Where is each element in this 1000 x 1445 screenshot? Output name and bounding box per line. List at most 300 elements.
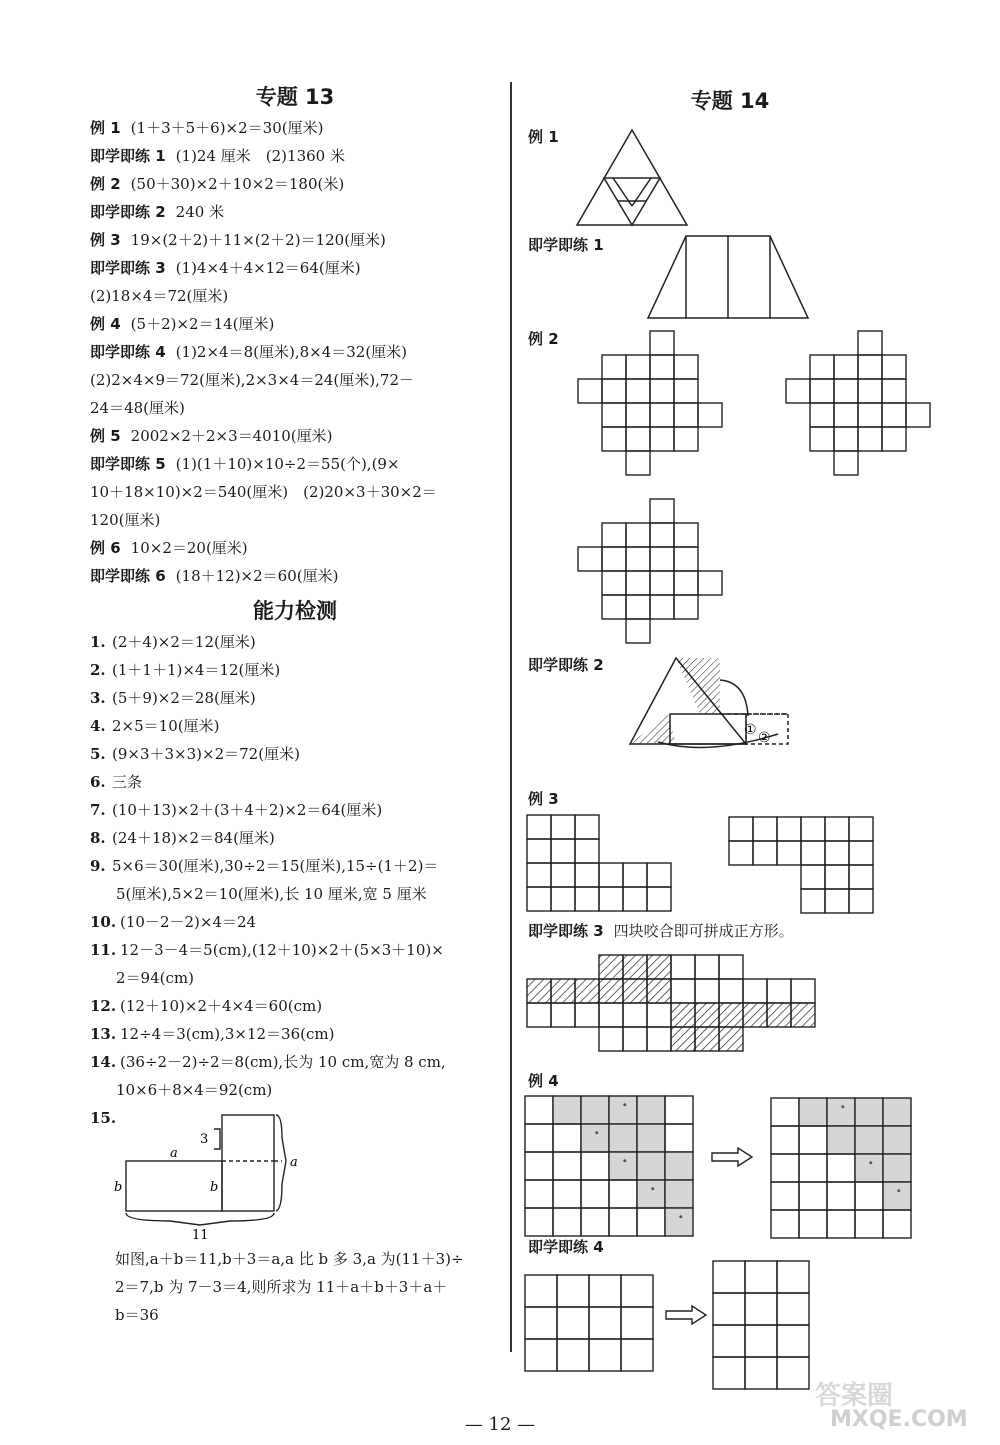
circle-one: ① (744, 722, 757, 738)
grid-cell (810, 427, 834, 451)
ability-test-title: 能力检测 (253, 599, 337, 623)
grid-cell (855, 1210, 883, 1238)
ex3-figure-b (728, 816, 876, 914)
example-tag: 例 4 (90, 315, 121, 333)
grid-cell (626, 595, 650, 619)
grid-cell (609, 1180, 637, 1208)
grid-cell (575, 1003, 599, 1027)
grid-cell (883, 1126, 911, 1154)
answer-line (90, 768, 500, 796)
grid-cell (753, 841, 777, 865)
answer-text: 12－3－4＝5(cm),(12＋10)×2＋(5×3＋10)× (120, 941, 444, 959)
grid-cell (626, 355, 650, 379)
answer-line (90, 740, 500, 768)
grid-cell (767, 979, 791, 1003)
answer-number: 8. (90, 829, 106, 847)
grid-cell (827, 1098, 855, 1126)
grid-cell (623, 1003, 647, 1027)
ex3-figure-a (526, 814, 672, 912)
grid-cell (801, 865, 825, 889)
answer-list (90, 628, 500, 1132)
answer-number: 14. (90, 1053, 117, 1071)
grid-cell (883, 1210, 911, 1238)
watermark-logo: 答案圈 (815, 1381, 894, 1411)
arrow-icon (710, 1146, 754, 1168)
grid-cell (621, 1275, 653, 1307)
grid-cell (650, 403, 674, 427)
answer-line (90, 824, 500, 852)
grid-cell (671, 1003, 695, 1027)
answer-number: 12. (90, 997, 117, 1015)
grid-cell (650, 331, 674, 355)
grid-cell (581, 1152, 609, 1180)
grid-cell (834, 451, 858, 475)
grid-cell (810, 403, 834, 427)
grid-cell (581, 1180, 609, 1208)
grid-cell (674, 355, 698, 379)
q15-figure (110, 1105, 310, 1245)
answer-number: 4. (90, 717, 106, 735)
example-list (90, 114, 500, 590)
grid-cell (599, 1027, 623, 1051)
page-number: — 12 — (464, 1414, 536, 1435)
grid-cell (525, 1124, 553, 1152)
grid-cell (609, 1152, 637, 1180)
answer-text: (9×3＋3×3)×2＝72(厘米) (112, 745, 300, 763)
answer-line (90, 908, 500, 936)
grid-cell (637, 1208, 665, 1236)
example-tag: 例 3 (90, 231, 121, 249)
example-text: (2)2×4×9＝72(厘米),2×3×4＝24(厘米),72－ (90, 371, 414, 389)
grid-cell (825, 865, 849, 889)
grid-cell (557, 1339, 589, 1371)
answer-number: 15. (90, 1109, 117, 1127)
grid-cell (599, 887, 623, 911)
q15-explanation (115, 1245, 505, 1329)
grid-cell (849, 865, 873, 889)
label-prac1: 即学即练 1 (528, 236, 604, 254)
grid-cell (626, 403, 650, 427)
answer-text: 2×5＝10(厘米) (112, 717, 220, 735)
grid-cell (834, 427, 858, 451)
grid-cell (557, 1307, 589, 1339)
example-text: (5＋2)×2＝14(厘米) (130, 315, 275, 333)
example-text: (1＋3＋5＋6)×2＝30(厘米) (130, 119, 324, 137)
grid-cell (743, 979, 767, 1003)
grid-cell (527, 815, 551, 839)
grid-cell (834, 379, 858, 403)
grid-cell (665, 1124, 693, 1152)
answer-line (90, 1020, 500, 1048)
example-text: 19×(2＋2)＋11×(2＋2)＝120(厘米) (130, 231, 386, 249)
prac3-figure (526, 954, 818, 1054)
answer-line (90, 712, 500, 740)
grid-cell (674, 523, 698, 547)
grid-cell (602, 523, 626, 547)
grid-cell (713, 1261, 745, 1293)
answer-line (90, 852, 500, 880)
grid-cell (581, 1124, 609, 1152)
grid-cell (698, 403, 722, 427)
example-tag: 例 1 (90, 119, 121, 137)
example-text: (18＋12)×2＝60(厘米) (175, 567, 339, 585)
grid-cell (525, 1339, 557, 1371)
grid-cell (609, 1096, 637, 1124)
grid-cell (882, 379, 906, 403)
label-a-right: a (290, 1155, 298, 1170)
grid-cell (551, 1003, 575, 1027)
grid-cell (882, 355, 906, 379)
grid-cell (551, 839, 575, 863)
answer-text: 三条 (112, 773, 143, 791)
label-b-mid: b (210, 1180, 219, 1195)
example-line (90, 114, 500, 142)
grid-cell (575, 887, 599, 911)
label-ex4: 例 4 (528, 1072, 559, 1090)
section-title-14: 专题 14 (690, 89, 770, 113)
grid-cell (623, 887, 647, 911)
label-ex2: 例 2 (528, 330, 559, 348)
answer-number: 11. (90, 941, 117, 959)
grid-cell (695, 1027, 719, 1051)
prac3-text: 四块咬合即可拼成正方形。 (613, 922, 794, 940)
ex2-figure-c (577, 498, 727, 644)
grid-cell (527, 1003, 551, 1027)
grid-cell (799, 1126, 827, 1154)
grid-cell (525, 1307, 557, 1339)
answer-number: 2. (90, 661, 106, 679)
label-a-top: a (170, 1146, 178, 1161)
grid-cell (525, 1275, 557, 1307)
example-text: (1)4×4＋4×12＝64(厘米) (175, 259, 361, 277)
grid-cell (674, 595, 698, 619)
grid-cell (674, 379, 698, 403)
example-line (90, 254, 500, 282)
answer-text: 5(厘米),5×2＝10(厘米),长 10 厘米,宽 5 厘米 (116, 885, 427, 903)
grid-cell (589, 1275, 621, 1307)
grid-cell (551, 887, 575, 911)
grid-cell (647, 979, 671, 1003)
grid-cell (810, 379, 834, 403)
grid-cell (855, 1182, 883, 1210)
grid-cell (650, 571, 674, 595)
grid-cell (745, 1357, 777, 1389)
grid-cell (777, 1357, 809, 1389)
grid-cell (698, 571, 722, 595)
grid-cell (553, 1124, 581, 1152)
grid-cell (623, 955, 647, 979)
example-line (90, 422, 500, 450)
answer-number: 9. (90, 857, 106, 875)
answer-text: (2＋4)×2＝12(厘米) (112, 633, 256, 651)
grid-cell (695, 1003, 719, 1027)
ex1-triangle (575, 128, 690, 228)
left-column (90, 80, 500, 1132)
example-line (90, 282, 500, 310)
answer-text: 12÷4＝3(cm),3×12＝36(cm) (120, 1025, 335, 1043)
grid-cell (578, 547, 602, 571)
grid-cell (671, 955, 695, 979)
grid-cell (551, 815, 575, 839)
label-prac2: 即学即练 2 (528, 656, 604, 674)
grid-cell (626, 523, 650, 547)
grid-cell (602, 379, 626, 403)
grid-cell (834, 403, 858, 427)
grid-cell (825, 889, 849, 913)
grid-cell (647, 863, 671, 887)
grid-dot (869, 1161, 872, 1164)
grid-cell (849, 889, 873, 913)
grid-cell (753, 817, 777, 841)
grid-cell (599, 955, 623, 979)
grid-cell (589, 1339, 621, 1371)
grid-cell (777, 1261, 809, 1293)
example-line (90, 478, 500, 506)
grid-cell (609, 1124, 637, 1152)
grid-cell (801, 841, 825, 865)
grid-cell (801, 889, 825, 913)
answer-text: (5＋9)×2＝28(厘米) (112, 689, 256, 707)
example-line (90, 226, 500, 254)
grid-dot (841, 1105, 844, 1108)
grid-cell (729, 841, 753, 865)
grid-cell (589, 1307, 621, 1339)
grid-cell (906, 403, 930, 427)
grid-cell (599, 979, 623, 1003)
q15-line: 如图,a＋b＝11,b＋3＝a,a 比 b 多 3,a 为(11＋3)÷ (115, 1250, 464, 1268)
answer-text: 2＝94(cm) (116, 969, 194, 987)
answer-line (90, 880, 500, 908)
answer-number: 6. (90, 773, 106, 791)
grid-cell (650, 355, 674, 379)
answer-line (90, 1076, 500, 1104)
grid-dot (623, 1103, 626, 1106)
grid-cell (599, 1003, 623, 1027)
grid-cell (626, 427, 650, 451)
example-text: (1)(1＋10)×10÷2＝55(个),(9× (175, 455, 400, 473)
grid-cell (799, 1210, 827, 1238)
answer-number: 3. (90, 689, 106, 707)
grid-dot (679, 1215, 682, 1218)
grid-cell (602, 571, 626, 595)
grid-cell (650, 427, 674, 451)
answer-number: 13. (90, 1025, 117, 1043)
example-tag: 即学即练 1 (90, 147, 166, 165)
label-three: 3 (200, 1132, 209, 1147)
grid-cell (650, 523, 674, 547)
prac1-trapezoid (646, 234, 811, 322)
grid-cell (849, 817, 873, 841)
grid-cell (525, 1152, 553, 1180)
grid-cell (834, 355, 858, 379)
grid-cell (626, 619, 650, 643)
grid-cell (626, 547, 650, 571)
grid-cell (849, 841, 873, 865)
grid-cell (527, 863, 551, 887)
grid-cell (637, 1152, 665, 1180)
grid-cell (883, 1182, 911, 1210)
grid-cell (637, 1096, 665, 1124)
ex4-figure-b (770, 1097, 916, 1229)
grid-cell (827, 1210, 855, 1238)
grid-cell (771, 1154, 799, 1182)
grid-dot (897, 1189, 900, 1192)
grid-cell (883, 1098, 911, 1126)
example-tag: 例 2 (90, 175, 121, 193)
answer-line (90, 936, 500, 964)
answer-text: 5×6＝30(厘米),30÷2＝15(厘米),15÷(1＋2)＝ (112, 857, 439, 875)
grid-cell (671, 1027, 695, 1051)
grid-cell (799, 1098, 827, 1126)
grid-cell (882, 427, 906, 451)
grid-cell (743, 1003, 767, 1027)
prac4-figure-b (712, 1260, 812, 1362)
grid-cell (602, 403, 626, 427)
grid-cell (621, 1339, 653, 1371)
answer-number: 7. (90, 801, 106, 819)
grid-cell (553, 1180, 581, 1208)
grid-cell (771, 1098, 799, 1126)
q15-line: b＝36 (115, 1306, 159, 1324)
grid-cell (825, 817, 849, 841)
grid-cell (581, 1096, 609, 1124)
q15-line: 2＝7,b 为 7－3＝4,则所求为 11＋a＋b＋3＋a＋ (115, 1278, 448, 1296)
example-line (90, 562, 500, 590)
circle-two: ② (758, 730, 771, 746)
example-tag: 即学即练 5 (90, 455, 166, 473)
grid-cell (771, 1182, 799, 1210)
grid-cell (799, 1182, 827, 1210)
grid-cell (525, 1096, 553, 1124)
grid-cell (650, 499, 674, 523)
grid-cell (777, 841, 801, 865)
ex2-figure-a (577, 330, 727, 476)
answer-text: (24＋18)×2＝84(厘米) (112, 829, 275, 847)
grid-cell (671, 979, 695, 1003)
answer-line (90, 992, 500, 1020)
grid-cell (745, 1325, 777, 1357)
grid-cell (771, 1210, 799, 1238)
grid-cell (527, 839, 551, 863)
example-text: 2002×2＋2×3＝4010(厘米) (130, 427, 333, 445)
prac2-figure (628, 656, 798, 748)
grid-cell (713, 1357, 745, 1389)
example-text: 10×2＝20(厘米) (130, 539, 248, 557)
grid-cell (695, 955, 719, 979)
grid-cell (626, 571, 650, 595)
example-line (90, 506, 500, 534)
grid-cell (626, 451, 650, 475)
grid-cell (650, 379, 674, 403)
label-ex1: 例 1 (528, 128, 559, 146)
column-divider (510, 82, 512, 1352)
grid-cell (827, 1182, 855, 1210)
grid-cell (575, 815, 599, 839)
grid-cell (858, 331, 882, 355)
grid-cell (623, 863, 647, 887)
example-line (90, 450, 500, 478)
label-prac4: 即学即练 4 (528, 1238, 604, 1256)
grid-cell (719, 1003, 743, 1027)
answer-text: (36÷2－2)÷2＝8(cm),长为 10 cm,宽为 8 cm, (120, 1053, 446, 1071)
grid-cell (578, 379, 602, 403)
prac3-row (528, 920, 794, 941)
grid-cell (553, 1096, 581, 1124)
example-tag: 即学即练 4 (90, 343, 166, 361)
example-line (90, 338, 500, 366)
grid-cell (557, 1275, 589, 1307)
arrow-icon (664, 1304, 708, 1326)
example-text: (50＋30)×2＋10×2＝180(米) (130, 175, 345, 193)
grid-cell (626, 379, 650, 403)
example-line (90, 170, 500, 198)
section-title-13: 专题 13 (255, 85, 335, 109)
grid-cell (674, 403, 698, 427)
example-line (90, 310, 500, 338)
grid-cell (858, 427, 882, 451)
answer-text: (1＋1＋1)×4＝12(厘米) (112, 661, 281, 679)
example-line (90, 394, 500, 422)
grid-cell (745, 1261, 777, 1293)
grid-cell (551, 979, 575, 1003)
example-line (90, 534, 500, 562)
grid-cell (777, 1325, 809, 1357)
grid-cell (855, 1126, 883, 1154)
grid-cell (674, 571, 698, 595)
grid-cell (637, 1180, 665, 1208)
grid-cell (609, 1208, 637, 1236)
grid-dot (623, 1159, 626, 1162)
grid-cell (858, 379, 882, 403)
grid-cell (527, 979, 551, 1003)
example-text: 24＝48(厘米) (90, 399, 185, 417)
grid-dot (651, 1187, 654, 1190)
grid-cell (858, 355, 882, 379)
label-b-left: b (114, 1180, 123, 1195)
grid-cell (827, 1126, 855, 1154)
example-text: 240 米 (175, 203, 225, 221)
grid-cell (553, 1152, 581, 1180)
grid-cell (553, 1208, 581, 1236)
grid-cell (525, 1180, 553, 1208)
grid-cell (650, 547, 674, 571)
grid-cell (719, 979, 743, 1003)
answer-line (90, 656, 500, 684)
example-line (90, 366, 500, 394)
grid-cell (602, 355, 626, 379)
grid-cell (575, 979, 599, 1003)
answer-line (90, 628, 500, 656)
example-text: (1)2×4＝8(厘米),8×4＝32(厘米) (175, 343, 408, 361)
grid-cell (551, 863, 575, 887)
prac4-figure-a (524, 1274, 658, 1350)
example-tag: 即学即练 6 (90, 567, 166, 585)
grid-cell (575, 839, 599, 863)
grid-cell (719, 1027, 743, 1051)
example-text: 10＋18×10)×2＝540(厘米) (2)20×3＋30×2＝ (90, 483, 437, 501)
answer-number: 10. (90, 913, 117, 931)
example-text: 120(厘米) (90, 511, 161, 529)
grid-cell (825, 841, 849, 865)
grid-cell (599, 863, 623, 887)
grid-cell (623, 1027, 647, 1051)
example-tag: 例 5 (90, 427, 121, 445)
grid-cell (665, 1096, 693, 1124)
grid-cell (575, 863, 599, 887)
grid-cell (882, 403, 906, 427)
answer-line (90, 684, 500, 712)
grid-cell (855, 1154, 883, 1182)
